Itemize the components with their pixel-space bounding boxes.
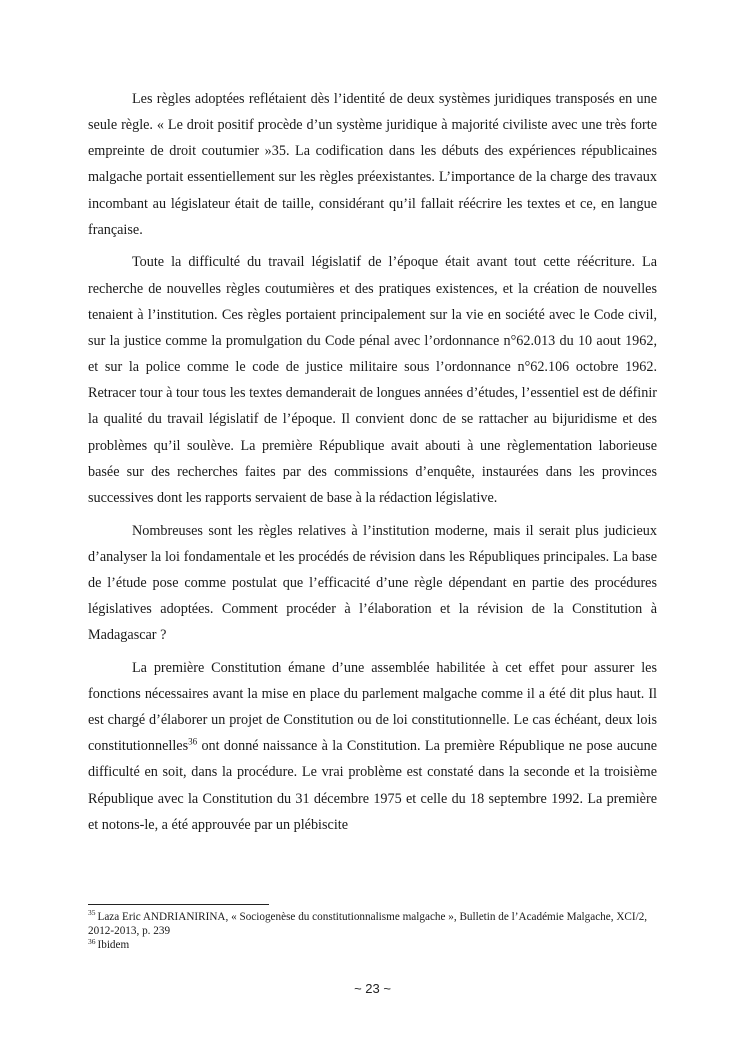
footnote-text: Laza Eric ANDRIANIRINA, « Sociogenèse du constitutionnalisme malgache », Bulletin de l’Académie Malgache, XCI/2, 2012-2013, p. 239: [88, 911, 648, 938]
paragraph-2: Toute la difficulté du travail législatif de l’époque était avant tout cette réécriture. La recherche de nouvelles règles coutumières et des pratiques existences, et la création de nouvelles tenaient à l’institution. Ces règles portaient principalement sur la vie en société avec le Code civil, sur la justice comme la promulgation du Code pénal avec l’ordonnance n°62.013 du 10 aout 1962, et sur la police comme le code de justice militaire sous l’ordonnance n°62.106 octobre 1962. Retracer tour à tour tous les textes demanderait de longues années d’études, l’essentiel est de définir la qualité du travail législatif de l’époque. Il convient donc de se rattacher au bijuridisme et des problèmes qu’il soulève. La première République avait abouti à une règlementation laborieuse basée sur des recherches faites par des commissions d’enquête, instaurées dans les provinces successives dont les rapports servaient de base à la rédaction législative.: [88, 254, 657, 506]
paragraph-4-text-before: La première Constitution émane d’une assemblée habilitée à cet effet pour assurer les fonctions nécessaires avant la mise en place du parlement malgache comme il a été dit plus haut. Il est chargé d’élaborer un projet de Constitution ou de loi constitutionnelle. Le cas échéant, deux lois constitutionnelles: [88, 659, 657, 755]
footnote-separator: [88, 904, 269, 905]
footnote-35: [88, 910, 657, 938]
footnote-text: Ibidem: [97, 939, 130, 952]
paragraph-3: Nombreuses sont les règles relatives à l’institution moderne, mais il serait plus judicieux d’analyser la loi fondamentale et les procédés de révision dans les Républiques principales. La base de l’étude pose comme postulat que l’efficacité d’une règle dépendant en partie des procédures législatives adoptées. Comment procéder à l’élaboration et la révision de la Constitution à Madagascar ?: [88, 522, 657, 644]
footnote-reference-36[interactable]: 36: [188, 736, 198, 747]
paragraph-4: [88, 655, 657, 838]
footnote-36: [88, 938, 657, 952]
footnotes-section: [88, 904, 657, 953]
paragraph-4-text-after: ont donné naissance à la Constitution. La première République ne pose aucune difficulté en soit, dans la procédure. Le vrai problème est constaté dans la seconde et la troisième République avec la Constitution du 31 décembre 1975 et celle du 18 septembre 1992. La première et notons-le, a été approuvée par un plébiscite: [88, 738, 657, 833]
page-number: ~ 23 ~: [354, 981, 391, 996]
footnote-number: 35: [88, 908, 96, 918]
document-body: [88, 86, 657, 844]
footnote-number: 36: [88, 936, 96, 946]
paragraph-1: Les règles adoptées reflétaient dès l’identité de deux systèmes juridiques transposés en une seule règle. « Le droit positif procède d’un système juridique à majorité civiliste avec une très forte empreinte de droit coutumier »35. La codification dans les débuts des expériences républicaines malgache portait essentiellement sur les règles préexistantes. L’importance de la charge des travaux incombant au législateur était de taille, considérant qu’il fallait réécrire les textes et ce, en langue française.: [88, 91, 657, 238]
